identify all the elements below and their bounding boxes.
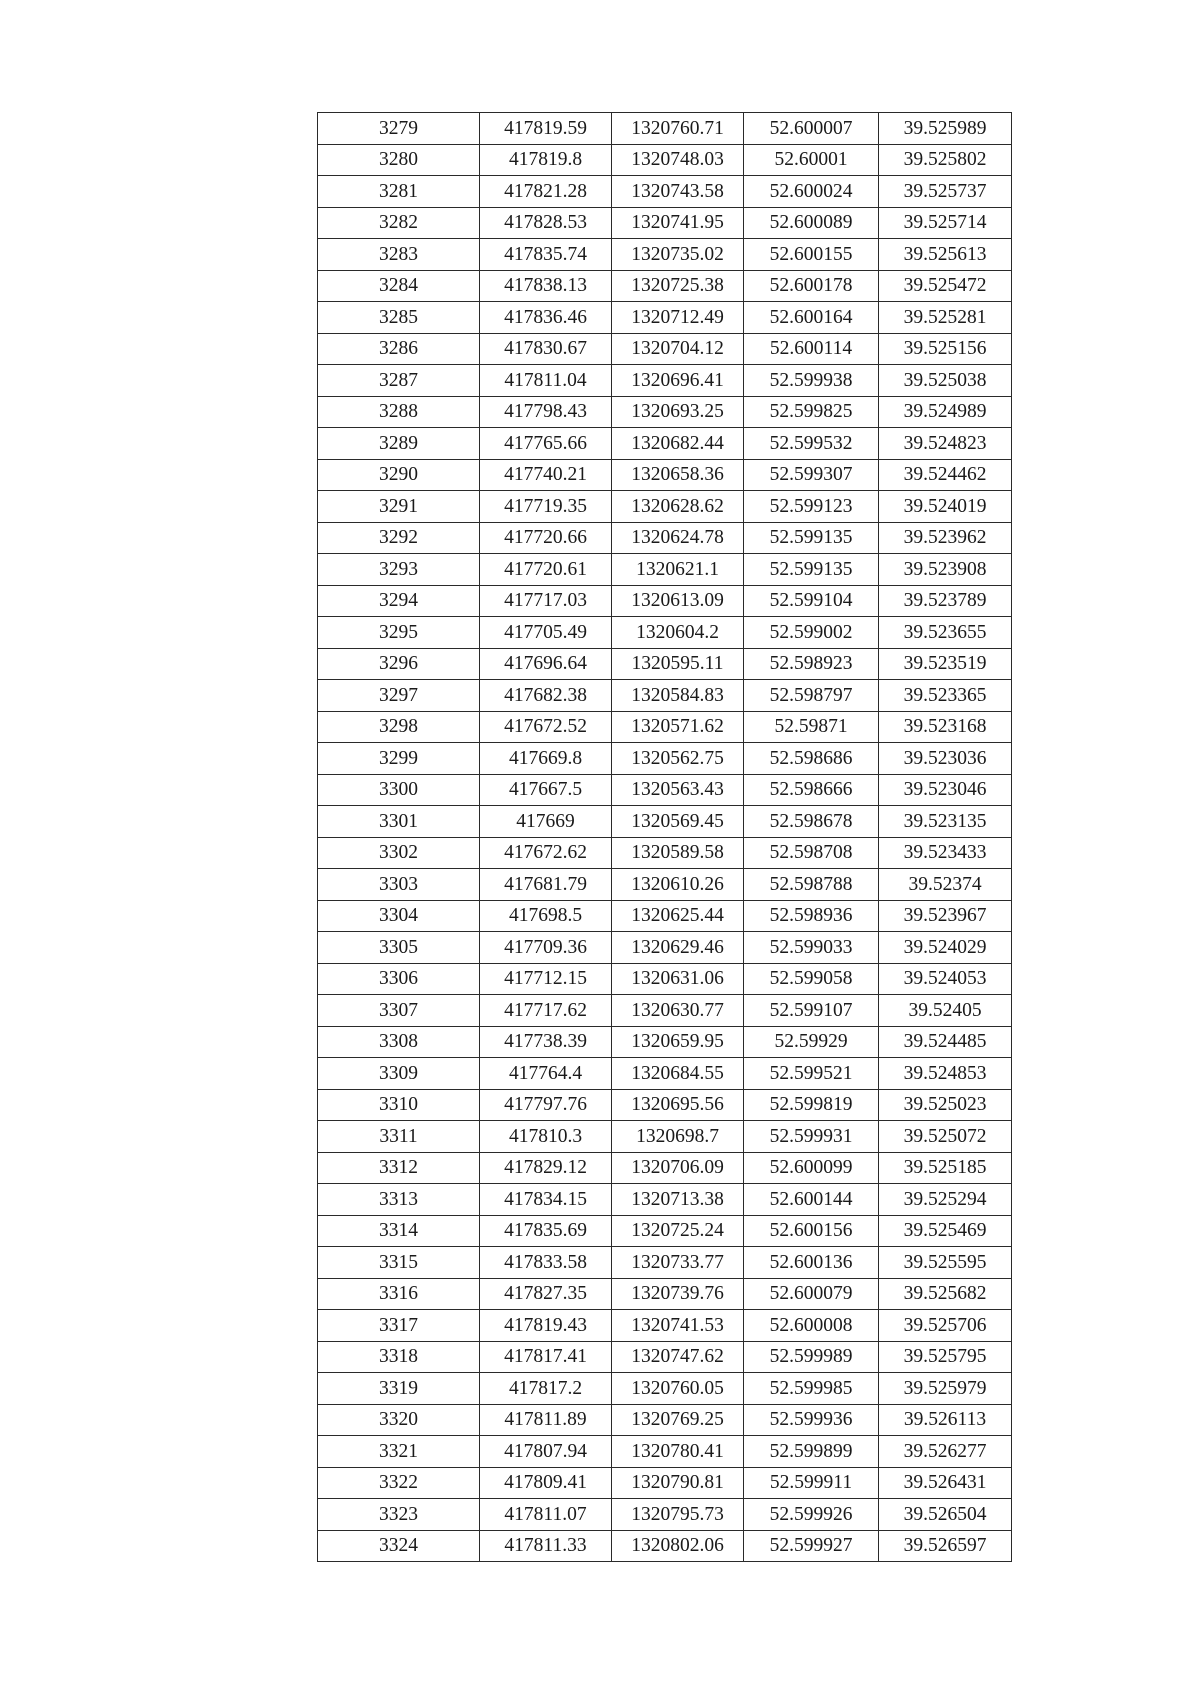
y-coordinate-cell: 1320739.76 (612, 1278, 744, 1310)
table-row (318, 585, 1012, 617)
longitude-cell: 39.524029 (879, 932, 1012, 964)
table-row (318, 932, 1012, 964)
table-row (318, 554, 1012, 586)
longitude-cell: 39.524485 (879, 1026, 1012, 1058)
table-row (318, 1089, 1012, 1121)
y-coordinate-cell: 1320760.05 (612, 1373, 744, 1405)
longitude-cell: 39.526504 (879, 1499, 1012, 1531)
point-number-cell: 3298 (318, 711, 480, 743)
longitude-cell: 39.523519 (879, 648, 1012, 680)
longitude-cell: 39.524823 (879, 428, 1012, 460)
table-row (318, 711, 1012, 743)
y-coordinate-cell: 1320629.46 (612, 932, 744, 964)
x-coordinate-cell: 417720.66 (480, 522, 612, 554)
latitude-cell: 52.599104 (744, 585, 879, 617)
table-row (318, 1436, 1012, 1468)
point-number-cell: 3314 (318, 1215, 480, 1247)
x-coordinate-cell: 417797.76 (480, 1089, 612, 1121)
table-row (318, 1404, 1012, 1436)
point-number-cell: 3287 (318, 365, 480, 397)
latitude-cell: 52.600156 (744, 1215, 879, 1247)
point-number-cell: 3302 (318, 837, 480, 869)
latitude-cell: 52.599936 (744, 1404, 879, 1436)
latitude-cell: 52.598936 (744, 900, 879, 932)
x-coordinate-cell: 417696.64 (480, 648, 612, 680)
y-coordinate-cell: 1320725.24 (612, 1215, 744, 1247)
point-number-cell: 3322 (318, 1467, 480, 1499)
y-coordinate-cell: 1320569.45 (612, 806, 744, 838)
x-coordinate-cell: 417672.62 (480, 837, 612, 869)
longitude-cell: 39.524989 (879, 396, 1012, 428)
y-coordinate-cell: 1320735.02 (612, 239, 744, 271)
latitude-cell: 52.599521 (744, 1058, 879, 1090)
y-coordinate-cell: 1320621.1 (612, 554, 744, 586)
longitude-cell: 39.523168 (879, 711, 1012, 743)
point-number-cell: 3284 (318, 270, 480, 302)
longitude-cell: 39.525023 (879, 1089, 1012, 1121)
coordinates-table-body (318, 113, 1012, 1562)
longitude-cell: 39.525802 (879, 144, 1012, 176)
point-number-cell: 3316 (318, 1278, 480, 1310)
y-coordinate-cell: 1320628.62 (612, 491, 744, 523)
x-coordinate-cell: 417836.46 (480, 302, 612, 334)
point-number-cell: 3309 (318, 1058, 480, 1090)
table-row (318, 1373, 1012, 1405)
point-number-cell: 3317 (318, 1310, 480, 1342)
point-number-cell: 3294 (318, 585, 480, 617)
longitude-cell: 39.526277 (879, 1436, 1012, 1468)
latitude-cell: 52.600024 (744, 176, 879, 208)
latitude-cell: 52.598788 (744, 869, 879, 901)
y-coordinate-cell: 1320802.06 (612, 1530, 744, 1562)
latitude-cell: 52.600164 (744, 302, 879, 334)
x-coordinate-cell: 417811.89 (480, 1404, 612, 1436)
table-row (318, 774, 1012, 806)
table-row (318, 396, 1012, 428)
table-row (318, 1499, 1012, 1531)
longitude-cell: 39.525714 (879, 207, 1012, 239)
latitude-cell: 52.598678 (744, 806, 879, 838)
table-row (318, 837, 1012, 869)
longitude-cell: 39.525072 (879, 1121, 1012, 1153)
longitude-cell: 39.523036 (879, 743, 1012, 775)
point-number-cell: 3280 (318, 144, 480, 176)
point-number-cell: 3283 (318, 239, 480, 271)
x-coordinate-cell: 417811.33 (480, 1530, 612, 1562)
point-number-cell: 3293 (318, 554, 480, 586)
x-coordinate-cell: 417738.39 (480, 1026, 612, 1058)
table-row (318, 1184, 1012, 1216)
longitude-cell: 39.525469 (879, 1215, 1012, 1247)
point-number-cell: 3320 (318, 1404, 480, 1436)
y-coordinate-cell: 1320698.7 (612, 1121, 744, 1153)
latitude-cell: 52.598708 (744, 837, 879, 869)
point-number-cell: 3296 (318, 648, 480, 680)
y-coordinate-cell: 1320613.09 (612, 585, 744, 617)
longitude-cell: 39.523046 (879, 774, 1012, 806)
table-row (318, 522, 1012, 554)
point-number-cell: 3305 (318, 932, 480, 964)
y-coordinate-cell: 1320584.83 (612, 680, 744, 712)
latitude-cell: 52.600155 (744, 239, 879, 271)
y-coordinate-cell: 1320733.77 (612, 1247, 744, 1279)
latitude-cell: 52.60001 (744, 144, 879, 176)
latitude-cell: 52.599938 (744, 365, 879, 397)
latitude-cell: 52.600144 (744, 1184, 879, 1216)
x-coordinate-cell: 417834.15 (480, 1184, 612, 1216)
latitude-cell: 52.598923 (744, 648, 879, 680)
table-row (318, 1467, 1012, 1499)
latitude-cell: 52.599058 (744, 963, 879, 995)
y-coordinate-cell: 1320659.95 (612, 1026, 744, 1058)
table-row (318, 333, 1012, 365)
table-row (318, 806, 1012, 838)
longitude-cell: 39.526431 (879, 1467, 1012, 1499)
latitude-cell: 52.599985 (744, 1373, 879, 1405)
point-number-cell: 3318 (318, 1341, 480, 1373)
table-row (318, 459, 1012, 491)
point-number-cell: 3300 (318, 774, 480, 806)
table-row (318, 144, 1012, 176)
table-row (318, 207, 1012, 239)
longitude-cell: 39.525737 (879, 176, 1012, 208)
latitude-cell: 52.600089 (744, 207, 879, 239)
y-coordinate-cell: 1320696.41 (612, 365, 744, 397)
latitude-cell: 52.599911 (744, 1467, 879, 1499)
table-row (318, 1058, 1012, 1090)
point-number-cell: 3289 (318, 428, 480, 460)
latitude-cell: 52.598797 (744, 680, 879, 712)
table-row (318, 900, 1012, 932)
point-number-cell: 3315 (318, 1247, 480, 1279)
latitude-cell: 52.599532 (744, 428, 879, 460)
x-coordinate-cell: 417819.59 (480, 113, 612, 145)
longitude-cell: 39.525281 (879, 302, 1012, 334)
table-row (318, 428, 1012, 460)
longitude-cell: 39.525038 (879, 365, 1012, 397)
longitude-cell: 39.525294 (879, 1184, 1012, 1216)
x-coordinate-cell: 417712.15 (480, 963, 612, 995)
point-number-cell: 3292 (318, 522, 480, 554)
x-coordinate-cell: 417698.5 (480, 900, 612, 932)
y-coordinate-cell: 1320693.25 (612, 396, 744, 428)
x-coordinate-cell: 417807.94 (480, 1436, 612, 1468)
y-coordinate-cell: 1320624.78 (612, 522, 744, 554)
x-coordinate-cell: 417817.2 (480, 1373, 612, 1405)
longitude-cell: 39.525706 (879, 1310, 1012, 1342)
latitude-cell: 52.599307 (744, 459, 879, 491)
x-coordinate-cell: 417833.58 (480, 1247, 612, 1279)
x-coordinate-cell: 417669 (480, 806, 612, 838)
latitude-cell: 52.599107 (744, 995, 879, 1027)
x-coordinate-cell: 417830.67 (480, 333, 612, 365)
y-coordinate-cell: 1320563.43 (612, 774, 744, 806)
longitude-cell: 39.524853 (879, 1058, 1012, 1090)
y-coordinate-cell: 1320571.62 (612, 711, 744, 743)
x-coordinate-cell: 417740.21 (480, 459, 612, 491)
point-number-cell: 3310 (318, 1089, 480, 1121)
latitude-cell: 52.600099 (744, 1152, 879, 1184)
latitude-cell: 52.59929 (744, 1026, 879, 1058)
longitude-cell: 39.525613 (879, 239, 1012, 271)
latitude-cell: 52.598666 (744, 774, 879, 806)
table-row (318, 365, 1012, 397)
table-row (318, 648, 1012, 680)
point-number-cell: 3285 (318, 302, 480, 334)
y-coordinate-cell: 1320748.03 (612, 144, 744, 176)
point-number-cell: 3286 (318, 333, 480, 365)
point-number-cell: 3311 (318, 1121, 480, 1153)
x-coordinate-cell: 417667.5 (480, 774, 612, 806)
x-coordinate-cell: 417809.41 (480, 1467, 612, 1499)
table-row (318, 239, 1012, 271)
table-row (318, 1341, 1012, 1373)
table-row (318, 1152, 1012, 1184)
y-coordinate-cell: 1320706.09 (612, 1152, 744, 1184)
y-coordinate-cell: 1320631.06 (612, 963, 744, 995)
y-coordinate-cell: 1320658.36 (612, 459, 744, 491)
x-coordinate-cell: 417835.74 (480, 239, 612, 271)
table-row (318, 176, 1012, 208)
longitude-cell: 39.523967 (879, 900, 1012, 932)
table-row (318, 1310, 1012, 1342)
point-number-cell: 3321 (318, 1436, 480, 1468)
x-coordinate-cell: 417819.43 (480, 1310, 612, 1342)
x-coordinate-cell: 417709.36 (480, 932, 612, 964)
x-coordinate-cell: 417717.62 (480, 995, 612, 1027)
table-row (318, 113, 1012, 145)
longitude-cell: 39.523789 (879, 585, 1012, 617)
x-coordinate-cell: 417798.43 (480, 396, 612, 428)
longitude-cell: 39.523433 (879, 837, 1012, 869)
table-row (318, 1121, 1012, 1153)
y-coordinate-cell: 1320725.38 (612, 270, 744, 302)
latitude-cell: 52.600007 (744, 113, 879, 145)
table-row (318, 1247, 1012, 1279)
point-number-cell: 3297 (318, 680, 480, 712)
y-coordinate-cell: 1320684.55 (612, 1058, 744, 1090)
y-coordinate-cell: 1320610.26 (612, 869, 744, 901)
longitude-cell: 39.526597 (879, 1530, 1012, 1562)
point-number-cell: 3304 (318, 900, 480, 932)
table-row (318, 869, 1012, 901)
x-coordinate-cell: 417829.12 (480, 1152, 612, 1184)
point-number-cell: 3307 (318, 995, 480, 1027)
x-coordinate-cell: 417811.07 (480, 1499, 612, 1531)
y-coordinate-cell: 1320625.44 (612, 900, 744, 932)
y-coordinate-cell: 1320790.81 (612, 1467, 744, 1499)
y-coordinate-cell: 1320795.73 (612, 1499, 744, 1531)
longitude-cell: 39.526113 (879, 1404, 1012, 1436)
x-coordinate-cell: 417817.41 (480, 1341, 612, 1373)
longitude-cell: 39.525989 (879, 113, 1012, 145)
point-number-cell: 3282 (318, 207, 480, 239)
x-coordinate-cell: 417720.61 (480, 554, 612, 586)
x-coordinate-cell: 417719.35 (480, 491, 612, 523)
latitude-cell: 52.599002 (744, 617, 879, 649)
longitude-cell: 39.525682 (879, 1278, 1012, 1310)
longitude-cell: 39.524053 (879, 963, 1012, 995)
y-coordinate-cell: 1320760.71 (612, 113, 744, 145)
point-number-cell: 3303 (318, 869, 480, 901)
table-row (318, 1026, 1012, 1058)
y-coordinate-cell: 1320682.44 (612, 428, 744, 460)
y-coordinate-cell: 1320769.25 (612, 1404, 744, 1436)
table-row (318, 617, 1012, 649)
point-number-cell: 3313 (318, 1184, 480, 1216)
x-coordinate-cell: 417682.38 (480, 680, 612, 712)
x-coordinate-cell: 417765.66 (480, 428, 612, 460)
x-coordinate-cell: 417669.8 (480, 743, 612, 775)
longitude-cell: 39.525979 (879, 1373, 1012, 1405)
latitude-cell: 52.600008 (744, 1310, 879, 1342)
longitude-cell: 39.525472 (879, 270, 1012, 302)
x-coordinate-cell: 417810.3 (480, 1121, 612, 1153)
y-coordinate-cell: 1320780.41 (612, 1436, 744, 1468)
point-number-cell: 3299 (318, 743, 480, 775)
table-row (318, 995, 1012, 1027)
y-coordinate-cell: 1320589.58 (612, 837, 744, 869)
point-number-cell: 3301 (318, 806, 480, 838)
x-coordinate-cell: 417835.69 (480, 1215, 612, 1247)
x-coordinate-cell: 417819.8 (480, 144, 612, 176)
longitude-cell: 39.52405 (879, 995, 1012, 1027)
table-row (318, 302, 1012, 334)
longitude-cell: 39.524019 (879, 491, 1012, 523)
latitude-cell: 52.599135 (744, 554, 879, 586)
x-coordinate-cell: 417838.13 (480, 270, 612, 302)
y-coordinate-cell: 1320741.53 (612, 1310, 744, 1342)
longitude-cell: 39.525185 (879, 1152, 1012, 1184)
point-number-cell: 3295 (318, 617, 480, 649)
latitude-cell: 52.599825 (744, 396, 879, 428)
latitude-cell: 52.599819 (744, 1089, 879, 1121)
y-coordinate-cell: 1320704.12 (612, 333, 744, 365)
table-row (318, 491, 1012, 523)
point-number-cell: 3290 (318, 459, 480, 491)
latitude-cell: 52.599899 (744, 1436, 879, 1468)
longitude-cell: 39.525156 (879, 333, 1012, 365)
longitude-cell: 39.523655 (879, 617, 1012, 649)
x-coordinate-cell: 417827.35 (480, 1278, 612, 1310)
longitude-cell: 39.525595 (879, 1247, 1012, 1279)
y-coordinate-cell: 1320743.58 (612, 176, 744, 208)
latitude-cell: 52.599927 (744, 1530, 879, 1562)
x-coordinate-cell: 417811.04 (480, 365, 612, 397)
table-row (318, 743, 1012, 775)
y-coordinate-cell: 1320712.49 (612, 302, 744, 334)
y-coordinate-cell: 1320695.56 (612, 1089, 744, 1121)
latitude-cell: 52.600178 (744, 270, 879, 302)
latitude-cell: 52.600079 (744, 1278, 879, 1310)
x-coordinate-cell: 417705.49 (480, 617, 612, 649)
point-number-cell: 3324 (318, 1530, 480, 1562)
latitude-cell: 52.598686 (744, 743, 879, 775)
latitude-cell: 52.599989 (744, 1341, 879, 1373)
table-row (318, 963, 1012, 995)
x-coordinate-cell: 417672.52 (480, 711, 612, 743)
latitude-cell: 52.599123 (744, 491, 879, 523)
longitude-cell: 39.523365 (879, 680, 1012, 712)
y-coordinate-cell: 1320562.75 (612, 743, 744, 775)
y-coordinate-cell: 1320604.2 (612, 617, 744, 649)
latitude-cell: 52.599931 (744, 1121, 879, 1153)
longitude-cell: 39.52374 (879, 869, 1012, 901)
table-row (318, 1278, 1012, 1310)
point-number-cell: 3288 (318, 396, 480, 428)
x-coordinate-cell: 417681.79 (480, 869, 612, 901)
latitude-cell: 52.600136 (744, 1247, 879, 1279)
y-coordinate-cell: 1320747.62 (612, 1341, 744, 1373)
y-coordinate-cell: 1320595.11 (612, 648, 744, 680)
longitude-cell: 39.525795 (879, 1341, 1012, 1373)
x-coordinate-cell: 417764.4 (480, 1058, 612, 1090)
latitude-cell: 52.59871 (744, 711, 879, 743)
x-coordinate-cell: 417717.03 (480, 585, 612, 617)
table-row (318, 1215, 1012, 1247)
latitude-cell: 52.600114 (744, 333, 879, 365)
table-row (318, 270, 1012, 302)
point-number-cell: 3323 (318, 1499, 480, 1531)
point-number-cell: 3308 (318, 1026, 480, 1058)
point-number-cell: 3312 (318, 1152, 480, 1184)
latitude-cell: 52.599926 (744, 1499, 879, 1531)
latitude-cell: 52.599033 (744, 932, 879, 964)
longitude-cell: 39.524462 (879, 459, 1012, 491)
point-number-cell: 3279 (318, 113, 480, 145)
point-number-cell: 3281 (318, 176, 480, 208)
longitude-cell: 39.523135 (879, 806, 1012, 838)
longitude-cell: 39.523962 (879, 522, 1012, 554)
point-number-cell: 3319 (318, 1373, 480, 1405)
y-coordinate-cell: 1320741.95 (612, 207, 744, 239)
longitude-cell: 39.523908 (879, 554, 1012, 586)
x-coordinate-cell: 417828.53 (480, 207, 612, 239)
coordinates-table (317, 112, 1012, 1562)
y-coordinate-cell: 1320630.77 (612, 995, 744, 1027)
y-coordinate-cell: 1320713.38 (612, 1184, 744, 1216)
table-row (318, 680, 1012, 712)
point-number-cell: 3306 (318, 963, 480, 995)
latitude-cell: 52.599135 (744, 522, 879, 554)
point-number-cell: 3291 (318, 491, 480, 523)
x-coordinate-cell: 417821.28 (480, 176, 612, 208)
table-row (318, 1530, 1012, 1562)
